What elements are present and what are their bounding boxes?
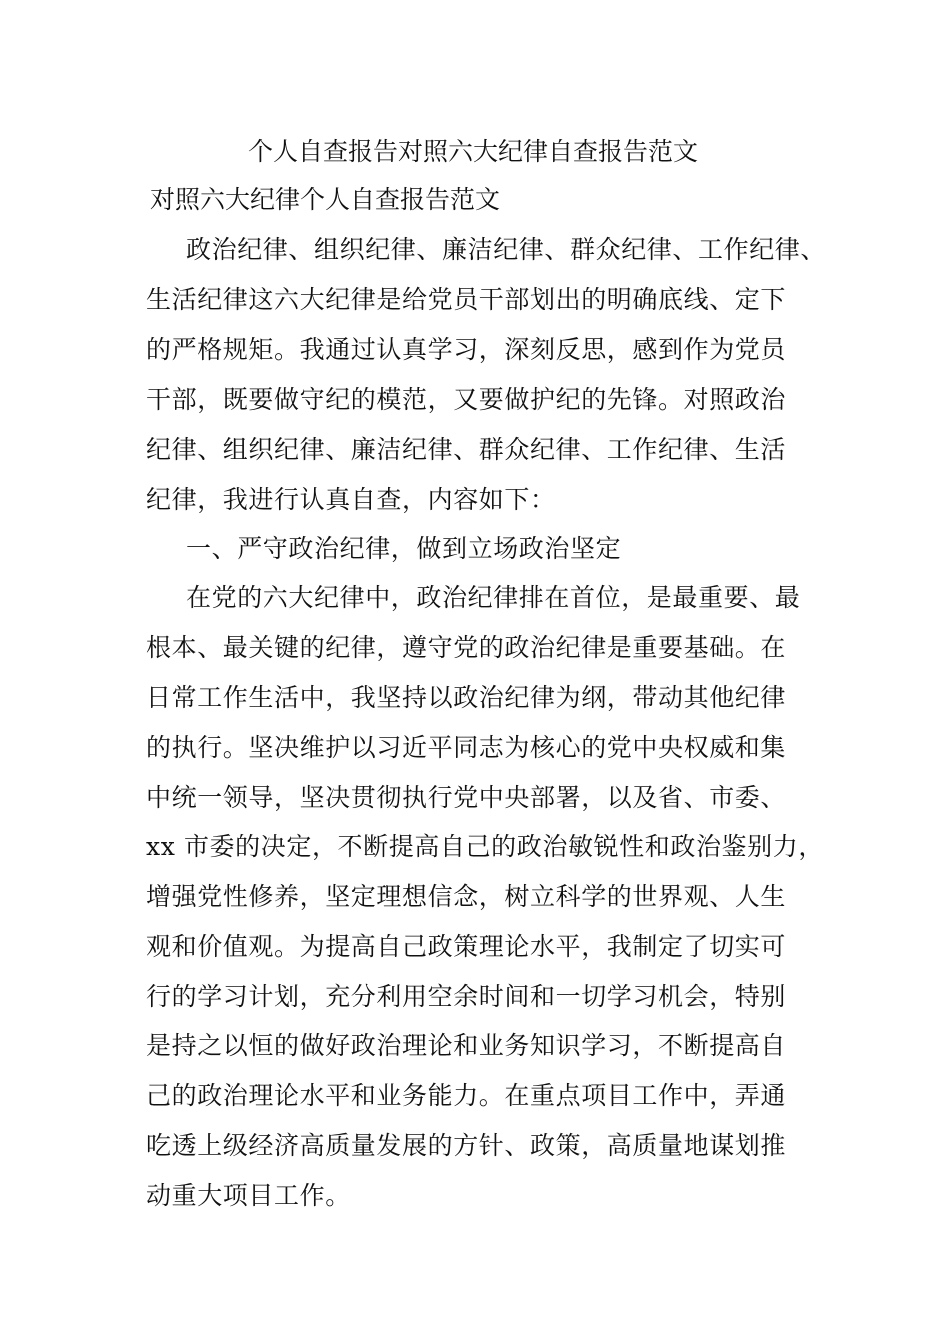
paragraph-line: 纪律、组织纪律、廉洁纪律、群众纪律、工作纪律、生活	[146, 435, 787, 464]
paragraph-line: 根本、最关键的纪律，遵守党的政治纪律是重要基础。在	[146, 633, 787, 662]
paragraph-line: 生活纪律这六大纪律是给党员干部划出的明确底线、定下	[146, 285, 787, 314]
paragraph-line: 行的学习计划，充分利用空余时间和一切学习机会，特别	[146, 982, 787, 1011]
paragraph-line: 的严格规矩。我通过认真学习，深刻反思，感到作为党员	[146, 335, 787, 364]
paragraph-line: xx 市委的决定，不断提高自己的政治敏锐性和政治鉴别力，	[146, 832, 824, 861]
paragraph-line: 日常工作生活中，我坚持以政治纪律为纲，带动其他纪律	[146, 683, 787, 712]
paragraph-line: 中统一领导，坚决贯彻执行党中央部署，以及省、市委、	[146, 783, 787, 812]
document-subtitle: 对照六大纪律个人自查报告范文	[150, 185, 501, 214]
paragraph-line: 观和价值观。为提高自己政策理论水平，我制定了切实可	[146, 932, 787, 961]
paragraph-line: 在党的六大纪律中，政治纪律排在首位，是最重要、最	[186, 583, 801, 612]
paragraph-line: 的执行。坚决维护以习近平同志为核心的党中央权威和集	[146, 733, 787, 762]
paragraph-line: 纪律，我进行认真自查，内容如下：	[146, 485, 556, 514]
paragraph-line: 政治纪律、组织纪律、廉洁纪律、群众纪律、工作纪律、	[186, 235, 827, 264]
paragraph-line: 增强党性修养，坚定理想信念，树立科学的世界观、人生	[146, 882, 787, 911]
document-title: 个人自查报告对照六大纪律自查报告范文	[248, 137, 699, 166]
paragraph-line: 是持之以恒的做好政治理论和业务知识学习，不断提高自	[146, 1031, 787, 1060]
paragraph-line: 吃透上级经济高质量发展的方针、政策，高质量地谋划推	[146, 1131, 787, 1160]
paragraph-line: 己的政治理论水平和业务能力。在重点项目工作中，弄通	[146, 1081, 787, 1110]
paragraph-line: 动重大项目工作。	[146, 1181, 351, 1210]
paragraph-line: 干部，既要做守纪的模范，又要做护纪的先锋。对照政治	[146, 385, 787, 414]
section-heading: 一、严守政治纪律，做到立场政治坚定	[186, 534, 622, 563]
